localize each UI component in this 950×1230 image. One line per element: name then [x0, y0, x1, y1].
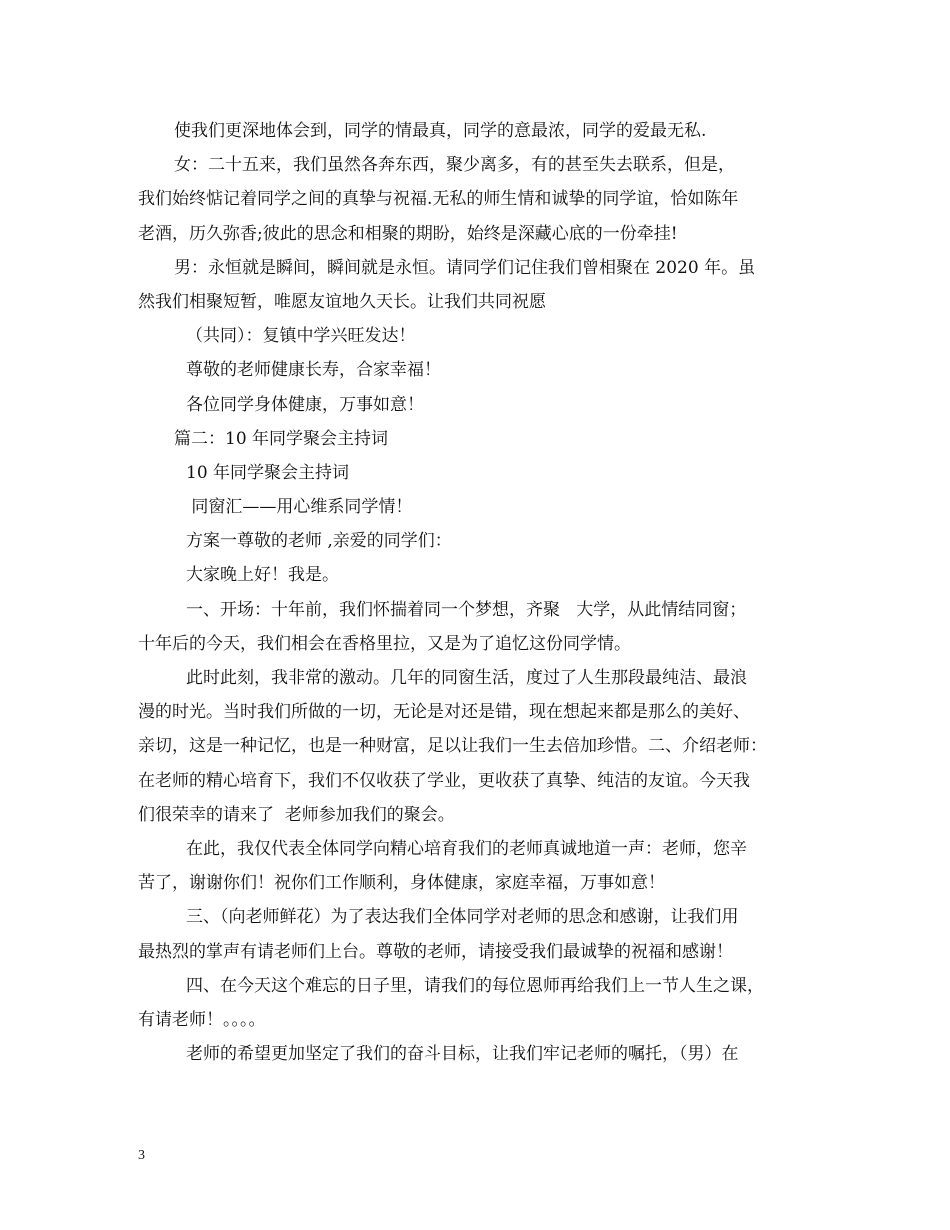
text-line: 然我们相聚短暂，唯愿友谊地久天长。让我们共同祝愿	[138, 291, 546, 312]
text-line: 三、（向老师鲜花）为了表达我们全体同学对老师的思念和感谢，让我们用	[186, 907, 739, 928]
text-line: 我们始终惦记着同学之间的真挚与祝福.无私的师生情和诚挚的同学谊，恰如陈年	[138, 189, 739, 210]
page-number: 3	[138, 1148, 145, 1163]
text-line: 各位同学身体健康，万事如意！	[186, 394, 424, 415]
text-line: 有请老师！。。。。	[138, 1009, 266, 1030]
text-line: 最热烈的掌声有请老师们上台。尊敬的老师，请接受我们最诚挚的祝福和感谢！	[138, 941, 733, 962]
text-line: 尊敬的老师健康长寿，合家幸福！	[186, 360, 441, 381]
text-line: 使我们更深地体会到，同学的情最真，同学的意最浓，同学的爱最无私.	[174, 121, 707, 141]
text-line: 老酒，历久弥香;彼此的思念和相聚的期盼，始终是深藏心底的一份牵挂!	[138, 223, 678, 244]
text-line: 老师的希望更加坚定了我们的奋斗目标，让我们牢记老师的嘱托，（男）在	[186, 1044, 739, 1065]
text-line: 在此，我仅代表全体同学向精心培育我们的老师真诚地道一声：老师，您辛	[186, 838, 747, 859]
text-line: 十年后的今天，我们相会在香格里拉，又是为了追忆这份同学情。	[138, 633, 631, 654]
text-line: 苦了，谢谢你们！祝你们工作顺利，身体健康，家庭幸福，万事如意！	[138, 873, 665, 894]
text-line: （共同）：复镇中学兴旺发达！	[186, 326, 416, 347]
section-heading: 篇二：10 年同学聚会主持词	[174, 428, 389, 449]
text-line: 男：永恒就是瞬间，瞬间就是永恒。请同学们记住我们曾相聚在 2020 年。虽	[174, 257, 756, 278]
text-line: 漫的时光。当时我们所做的一切，无论是对还是错，现在想起来都是那么的美好、	[138, 702, 750, 723]
text-line: 女：二十五来，我们虽然各奔东西，聚少离多，有的甚至失去联系，但是，	[174, 155, 735, 176]
text-line: 亲切，这是一种记忆，也是一种财富，足以让我们一生去倍加珍惜。二、介绍老师：	[138, 736, 767, 757]
body-text	[138, 114, 818, 1071]
text-line: 同窗汇——用心维系同学情！	[186, 497, 413, 518]
text-line: 四、在今天这个难忘的日子里，请我们的每位恩师再给我们上一节人生之课，	[186, 975, 764, 996]
text-line: 一、开场：十年前，我们怀揣着同一个梦想，齐聚 大学，从此情结同窗；	[186, 599, 747, 620]
text-line: 在老师的精心培育下，我们不仅收获了学业，更收获了真挚、纯洁的友谊。今天我	[138, 770, 750, 791]
text-line: 10 年同学聚会主持词	[186, 462, 350, 483]
text-line: 们很荣幸的请来了 老师参加我们的聚会。	[138, 804, 455, 825]
text-line: 此时此刻，我非常的激动。几年的同窗生活，度过了人生那段最纯洁、最浪	[186, 668, 747, 688]
text-line: 方案一尊敬的老师 ,亲爱的同学们：	[186, 531, 452, 552]
text-line: 大家晚上好！我是。	[186, 565, 339, 586]
